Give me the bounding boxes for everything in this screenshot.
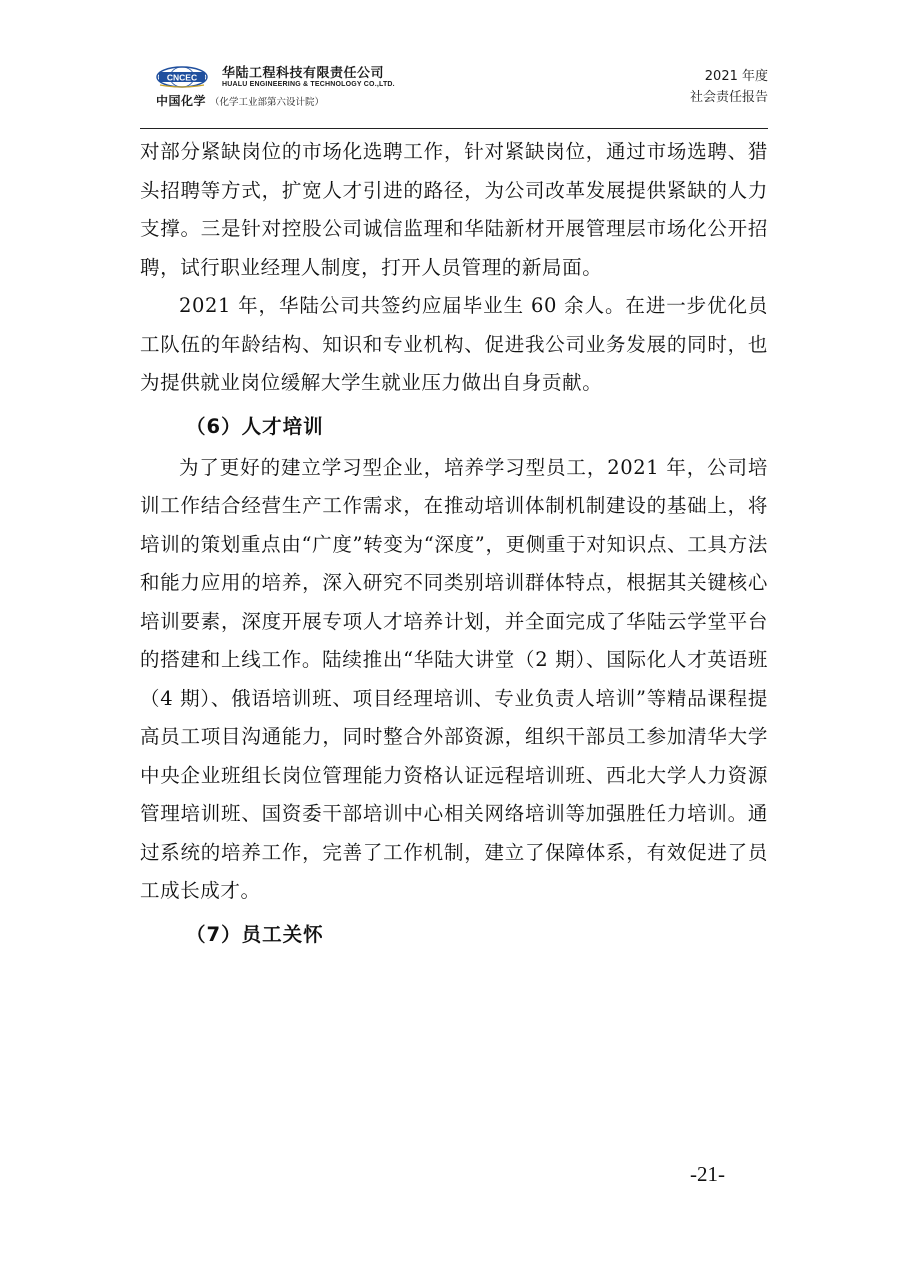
page-header	[140, 58, 768, 128]
section-heading-care: （7）员工关怀	[186, 922, 324, 946]
report-year: 2021 年度	[704, 69, 768, 84]
paragraph-graduates: 2021 年，华陆公司共签约应届毕业生 60 余人。在进一步优化员工队伍的年龄结构、知识和专业机构、促进我公司业务发展的同时，也为提供就业岗位缓解大学生就业压力做出自身贡献。	[140, 294, 768, 394]
brand-name: 中国化学	[156, 94, 207, 108]
institute-name: （化学工业部第六设计院）	[210, 96, 325, 108]
brand-row	[156, 92, 324, 109]
company-block	[222, 66, 395, 89]
paragraph-training: 为了更好的建立学习型企业，培养学习型员工，2021 年，公司培训工作结合经营生产工作需求，在推动培训体制机制建设的基础上，将培训的策划重点由“广度”转变为“深度”，更侧重于对知识点、工具方法和能力应用的培养，深入研究不同类别培训群体特点，根据其关键核心培训要素，深度开展专项人才培养计划，并全面完成了华陆云学堂平台的搭建和上线工作。陆续推出“华陆大讲堂（2 期）、国际化人才英语班（4 期）、俄语培训班、项目经理培训、专业负责人培训”等精品课程提高员工项目沟通能力，同时整合外部资源，组织干部员工参加清华大学中央企业班组长岗位管理能力资格认证远程培训班、西北大学人力资源管理培训班、国资委干部培训中心相关网络培训等加强胜任力培训。通过系统的培养工作，完善了工作机制，建立了保障体系，有效促进了员工成长成才。	[140, 455, 768, 902]
report-meta	[690, 66, 768, 108]
paragraph-recruitment: 对部分紧缺岗位的市场化选聘工作，针对紧缺岗位，通过市场选聘、猎头招聘等方式，扩宽人才引进的路径，为公司改革发展提供紧缺的人力支撑。三是针对控股公司诚信监理和华陆新材开展管理层市场化公开招聘，试行职业经理人制度，打开人员管理的新局面。	[140, 140, 768, 279]
section-heading-training: （6）人才培训	[186, 414, 324, 438]
company-name-cn: 华陆工程科技有限责任公司	[222, 66, 385, 81]
logo-row	[156, 66, 395, 89]
cncec-logo-icon	[156, 66, 208, 88]
company-name-en: HUALU ENGINEERING & TECHNOLOGY CO.,LTD.	[222, 81, 395, 88]
page-content	[140, 133, 768, 957]
header-divider	[140, 128, 768, 129]
report-title: 社会责任报告	[689, 90, 768, 105]
page-number: -21-	[690, 1162, 725, 1186]
logo-text: CNCEC	[166, 72, 198, 83]
